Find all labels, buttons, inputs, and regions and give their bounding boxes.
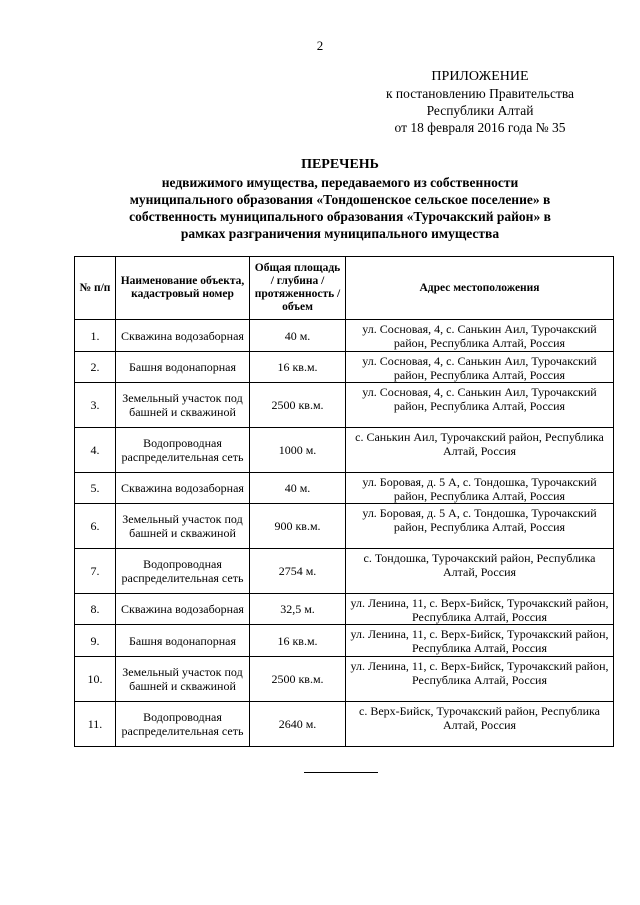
appendix-date: от 18 февраля 2016 года № 35 bbox=[394, 120, 566, 135]
appendix-title: ПРИЛОЖЕНИЕ bbox=[431, 69, 529, 84]
cell-address: ул. Ленина, 11, с. Верх-Бийск, Турочакский район, Республика Алтай, Россия bbox=[346, 594, 614, 625]
cell-num: 2. bbox=[75, 352, 116, 383]
cell-size: 2640 м. bbox=[250, 702, 346, 747]
col-header-num: № п/п bbox=[75, 257, 116, 320]
cell-name: Водопроводная распределительная сеть bbox=[116, 549, 250, 594]
cell-num: 10. bbox=[75, 657, 116, 702]
table-row bbox=[75, 383, 614, 428]
appendix-line: к постановлению Правительства bbox=[385, 86, 575, 101]
cell-address: с. Тондошка, Турочакский район, Республика Алтай, Россия bbox=[346, 549, 614, 594]
appendix-line: Республики Алтай bbox=[426, 103, 534, 118]
cell-size: 16 кв.м. bbox=[250, 625, 346, 657]
cell-size: 40 м. bbox=[250, 473, 346, 504]
table-row bbox=[75, 657, 614, 702]
cell-num: 7. bbox=[75, 549, 116, 594]
cell-name: Скважина водозаборная bbox=[116, 320, 250, 352]
cell-num: 8. bbox=[75, 594, 116, 625]
cell-num: 11. bbox=[75, 702, 116, 747]
cell-address: ул. Сосновая, 4, с. Санькин Аил, Турочакский район, Республика Алтай, Россия bbox=[346, 383, 614, 428]
property-table bbox=[74, 256, 614, 747]
cell-name: Водопроводная распределительная сеть bbox=[116, 702, 250, 747]
table-row bbox=[75, 702, 614, 747]
cell-name: Скважина водозаборная bbox=[116, 473, 250, 504]
cell-size: 2500 кв.м. bbox=[250, 657, 346, 702]
cell-size: 32,5 м. bbox=[250, 594, 346, 625]
col-header-address: Адрес местоположения bbox=[346, 257, 614, 320]
heading-line: собственность муниципального образования «Турочакский район» в bbox=[129, 209, 551, 224]
end-divider bbox=[304, 772, 378, 773]
cell-num: 9. bbox=[75, 625, 116, 657]
cell-address: ул. Боровая, д. 5 А, с. Тондошка, Турочакский район, Республика Алтай, Россия bbox=[346, 473, 614, 504]
cell-num: 5. bbox=[75, 473, 116, 504]
table-row bbox=[75, 320, 614, 352]
cell-name: Водопроводная распределительная сеть bbox=[116, 428, 250, 473]
table-row bbox=[75, 625, 614, 657]
cell-address: ул. Сосновая, 4, с. Санькин Аил, Турочакский район, Республика Алтай, Россия bbox=[346, 352, 614, 383]
cell-size: 16 кв.м. bbox=[250, 352, 346, 383]
cell-num: 1. bbox=[75, 320, 116, 352]
cell-address: с. Санькин Аил, Турочакский район, Республика Алтай, Россия bbox=[346, 428, 614, 473]
cell-address: ул. Ленина, 11, с. Верх-Бийск, Турочакский район, Республика Алтай, Россия bbox=[346, 625, 614, 657]
cell-num: 6. bbox=[75, 504, 116, 549]
cell-size: 40 м. bbox=[250, 320, 346, 352]
cell-size: 2754 м. bbox=[250, 549, 346, 594]
cell-address: с. Верх-Бийск, Турочакский район, Республика Алтай, Россия bbox=[346, 702, 614, 747]
page-number: 2 bbox=[316, 38, 324, 53]
cell-name: Земельный участок под башней и скважиной bbox=[116, 504, 250, 549]
cell-size: 900 кв.м. bbox=[250, 504, 346, 549]
heading-line: муниципального образования «Тондошенское сельское поселение» в bbox=[129, 192, 551, 207]
table-row bbox=[75, 473, 614, 504]
col-header-name: Наименование объекта, кадастровый номер bbox=[116, 257, 250, 320]
cell-size: 2500 кв.м. bbox=[250, 383, 346, 428]
document-heading bbox=[60, 156, 620, 242]
cell-name: Башня водонапорная bbox=[116, 625, 250, 657]
document-title: ПЕРЕЧЕНЬ bbox=[301, 157, 379, 172]
cell-num: 3. bbox=[75, 383, 116, 428]
cell-name: Земельный участок под башней и скважиной bbox=[116, 657, 250, 702]
col-header-size: Общая площадь / глубина / протяженность / объем bbox=[250, 257, 346, 320]
table-header-row bbox=[75, 257, 614, 320]
cell-name: Скважина водозаборная bbox=[116, 594, 250, 625]
cell-address: ул. Ленина, 11, с. Верх-Бийск, Турочакский район, Республика Алтай, Россия bbox=[346, 657, 614, 702]
appendix-block bbox=[360, 68, 600, 136]
cell-size: 1000 м. bbox=[250, 428, 346, 473]
table-row bbox=[75, 504, 614, 549]
table-row bbox=[75, 549, 614, 594]
heading-line: рамках разграничения муниципального имущества bbox=[180, 226, 500, 241]
table-row bbox=[75, 352, 614, 383]
cell-name: Башня водонапорная bbox=[116, 352, 250, 383]
table-row bbox=[75, 594, 614, 625]
heading-line: недвижимого имущества, передаваемого из собственности bbox=[161, 175, 519, 190]
cell-num: 4. bbox=[75, 428, 116, 473]
cell-address: ул. Сосновая, 4, с. Санькин Аил, Турочакский район, Республика Алтай, Россия bbox=[346, 320, 614, 352]
table-row bbox=[75, 428, 614, 473]
cell-address: ул. Боровая, д. 5 А, с. Тондошка, Турочакский район, Республика Алтай, Россия bbox=[346, 504, 614, 549]
cell-name: Земельный участок под башней и скважиной bbox=[116, 383, 250, 428]
